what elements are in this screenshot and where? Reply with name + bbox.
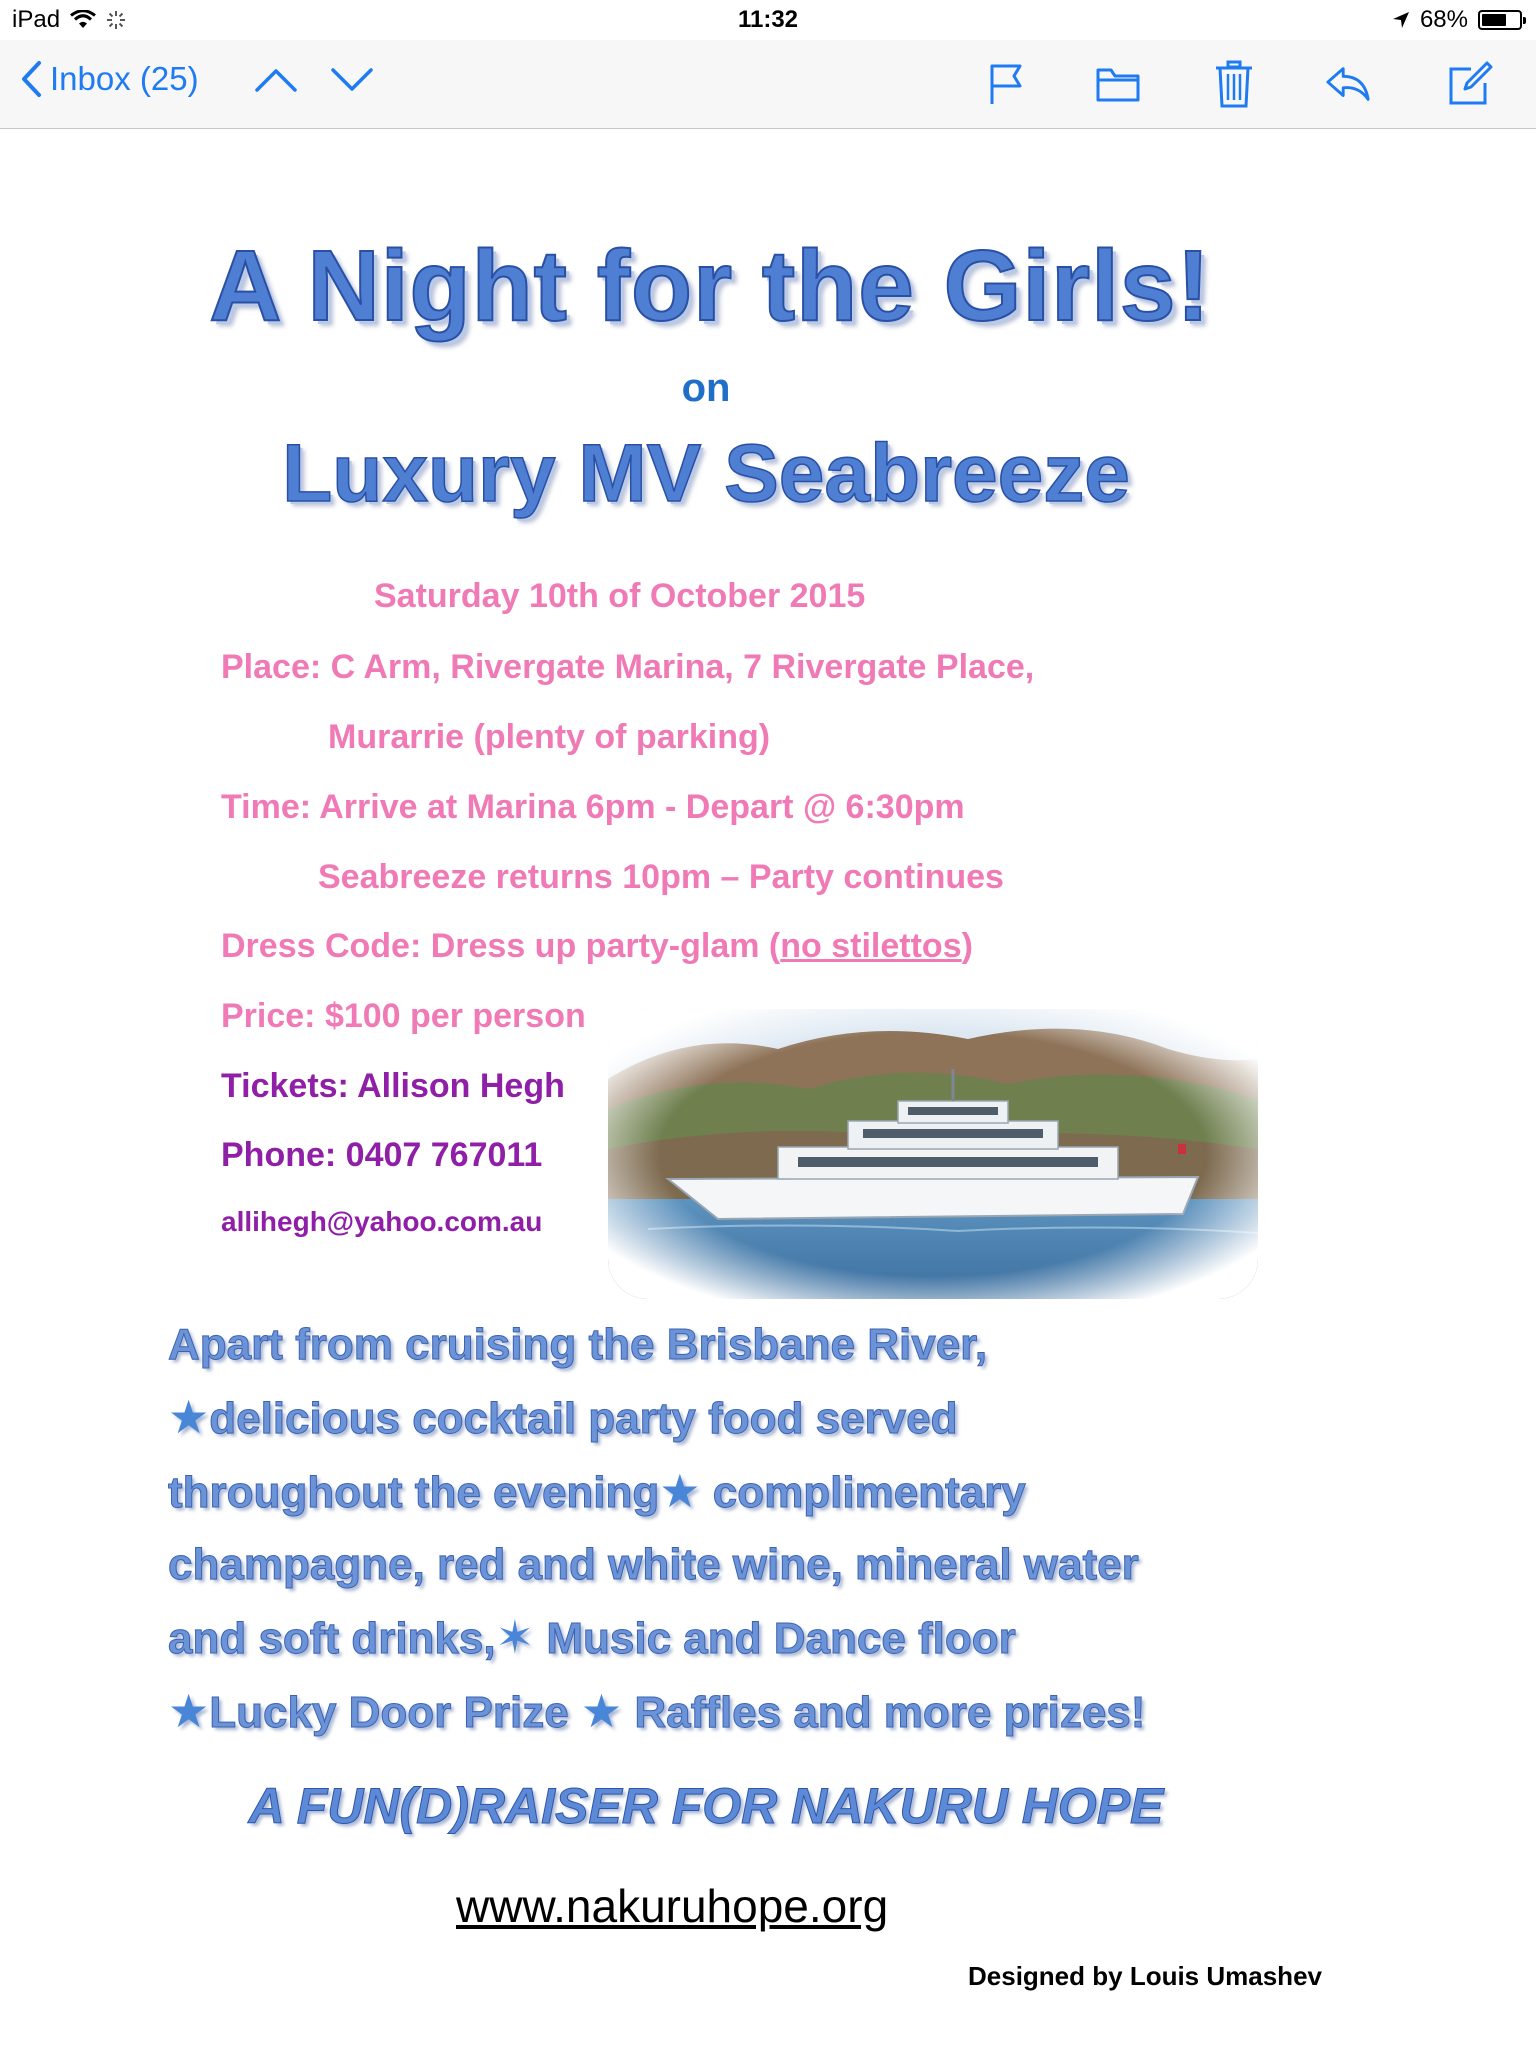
description-line-6b: Raffles and more prizes! (622, 1688, 1146, 1737)
flyer-subtitle: Luxury MV Seabreeze (282, 428, 1130, 519)
battery-fill (1482, 14, 1506, 26)
compose-icon (1447, 61, 1493, 107)
flyer-on-word: on (681, 366, 731, 410)
clock: 11:32 (737, 6, 799, 33)
designer-credit: Designed by Louis Umashev (968, 1961, 1322, 1991)
tickets-phone: Phone: 0407 767011 (221, 1136, 543, 1174)
description-line-3 (168, 1455, 1268, 1529)
description-line-1: Apart from cruising the Brisbane River, (168, 1320, 988, 1369)
event-place-line2: Murarrie (plenty of parking) (328, 718, 771, 756)
compose-button[interactable] (1446, 60, 1494, 108)
folder-icon (1095, 64, 1141, 104)
next-message-button[interactable] (330, 66, 374, 99)
yacht-photo (608, 1009, 1258, 1299)
move-to-folder-button[interactable] (1094, 60, 1142, 108)
event-price: Price: $100 per person (221, 997, 586, 1035)
event-dress-code (221, 927, 973, 966)
mail-navigation-bar (0, 40, 1536, 129)
description-line-5a: and soft drinks, (168, 1614, 496, 1663)
chevron-left-icon (20, 60, 42, 98)
event-place-line1: Place: C Arm, Rivergate Marina, 7 Rivergate Place, (221, 648, 1035, 686)
tickets-email: allihegh@yahoo.com.au (221, 1206, 543, 1237)
star-icon: ★ (659, 1465, 701, 1517)
chevron-down-icon (330, 66, 374, 94)
device-name: iPad (12, 6, 61, 33)
description-line-2-text: delicious cocktail party food served (209, 1394, 958, 1443)
website-link[interactable]: www.nakuruhope.org (456, 1880, 889, 1932)
flyer-title: A Night for the Girls! (209, 230, 1211, 342)
star-icon: ✶ (495, 1611, 535, 1663)
event-time-line1: Time: Arrive at Marina 6pm - Depart @ 6:30pm (221, 788, 965, 826)
tickets-contact: Tickets: Allison Hegh (221, 1067, 565, 1105)
dress-code-prefix: Dress Code: Dress up party-glam ( (221, 927, 781, 965)
description-line-2 (168, 1381, 1268, 1455)
event-date: Saturday 10th of October 2015 (374, 577, 866, 615)
description-line-6 (168, 1675, 1268, 1749)
status-right (1392, 6, 1522, 34)
email-body-flyer (0, 129, 1536, 2048)
status-bar (0, 0, 1536, 40)
chevron-up-icon (254, 66, 298, 94)
dress-code-no-stilettos: no stilettos (780, 927, 962, 965)
reply-button[interactable] (1324, 60, 1372, 108)
location-arrow-icon (1392, 11, 1410, 29)
flag-button[interactable] (982, 60, 1030, 108)
battery-tip (1523, 17, 1526, 24)
description-line-4: champagne, red and white wine, mineral water (168, 1540, 1139, 1589)
description-line-3a: throughout the evening (168, 1468, 660, 1517)
description-line-5b: Music and Dance floor (534, 1614, 1016, 1663)
reply-icon (1324, 64, 1372, 104)
previous-message-button[interactable] (254, 66, 298, 99)
event-description (168, 1309, 1268, 1749)
star-icon: ★ (580, 1685, 623, 1737)
star-icon: ★ (168, 1391, 210, 1443)
battery-icon (1478, 10, 1522, 30)
description-line-5 (168, 1601, 1268, 1675)
flag-icon (986, 62, 1026, 106)
inbox-back-label: Inbox (25) (50, 60, 199, 97)
trash-icon (1214, 59, 1254, 109)
dress-code-suffix: ) (961, 927, 973, 965)
star-icon: ★ (168, 1685, 210, 1737)
fundraiser-banner: A FUN(D)RAISER FOR NAKURU HOPE (248, 1778, 1164, 1834)
description-line-6a: Lucky Door Prize (209, 1688, 569, 1737)
trash-button[interactable] (1210, 60, 1258, 108)
description-line-3b: complimentary (700, 1468, 1026, 1517)
yacht-illustration (608, 1009, 1258, 1299)
event-time-line2: Seabreeze returns 10pm – Party continues (318, 858, 1004, 896)
battery-percent: 68% (1419, 6, 1468, 33)
inbox-back-button[interactable] (20, 60, 199, 98)
